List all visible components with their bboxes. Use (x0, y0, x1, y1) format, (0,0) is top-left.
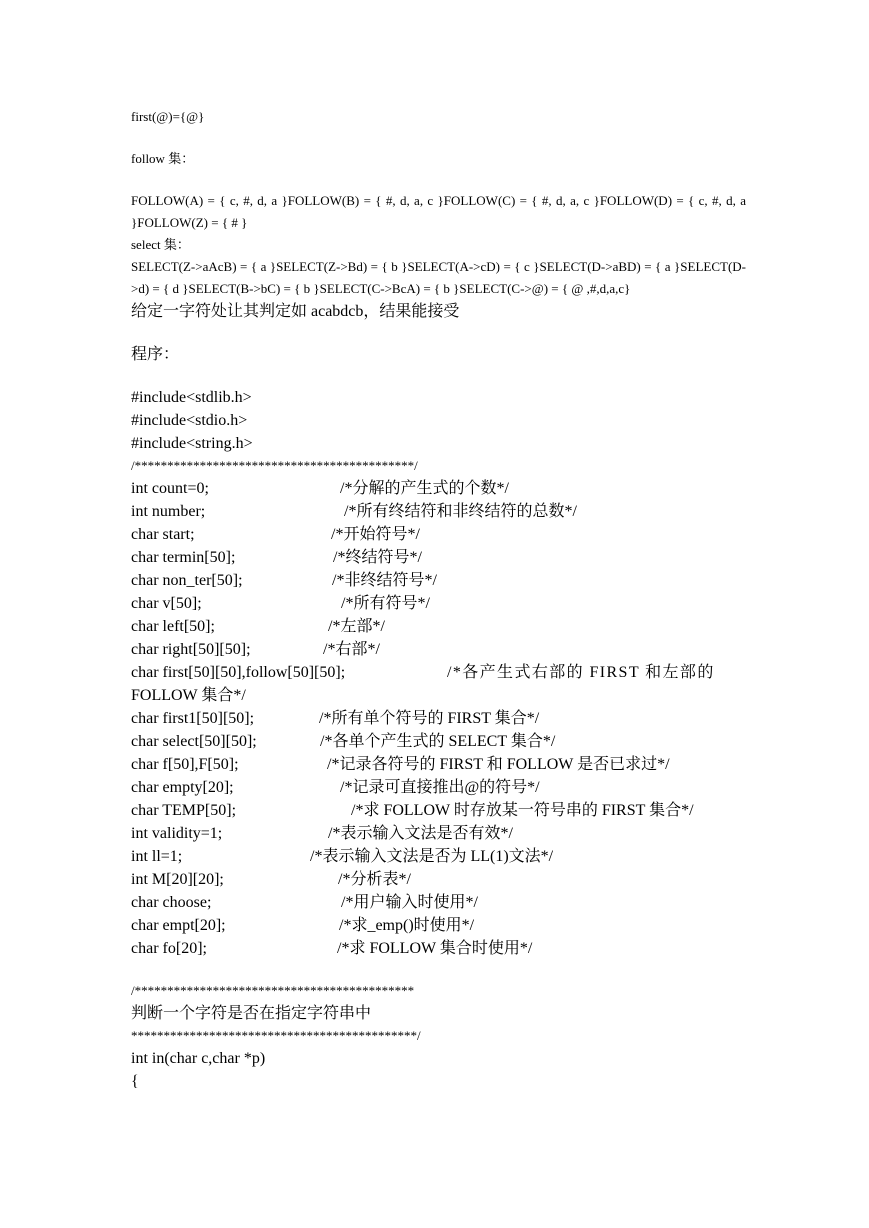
declaration-row (131, 523, 746, 546)
follow-sets: FOLLOW(A) = { c, #, d, a }FOLLOW(B) = { #, d, a, c }FOLLOW(C) = { #, d, a, c }FOLLOW(D) = { c, #, d, a }FOLLOW(Z) = { # } (131, 193, 746, 230)
declaration-row (131, 776, 746, 799)
declaration-code: char right[50][50]; (131, 641, 251, 658)
declaration-code: int M[20][20]; (131, 871, 224, 888)
declaration-comment: /*表示输入文法是否为 LL(1)文法*/ (310, 848, 554, 865)
declaration-comment: /*右部*/ (323, 641, 380, 658)
declaration-comment: /*各单个产生式的 SELECT 集合*/ (320, 733, 556, 750)
declaration-code: char first[50][50],follow[50][50]; (131, 664, 346, 681)
declaration-code: char f[50],F[50]; (131, 756, 239, 773)
declaration-comment-continuation: FOLLOW 集合*/ (131, 687, 246, 704)
given-line: 给定一字符处让其判定如 acabdcb，结果能接受 (131, 303, 460, 320)
declaration-row (131, 914, 746, 937)
declaration-comment: /*所有终结符和非终结符的总数*/ (344, 503, 577, 520)
declaration-code: int count=0; (131, 480, 209, 497)
declaration-comment: /*表示输入文法是否有效*/ (328, 825, 513, 842)
follow-heading: follow 集： (131, 151, 195, 166)
block-comment-close: ********************************************/ (131, 1028, 421, 1043)
separator-comment: /*******************************************/ (131, 458, 418, 473)
declaration-row (131, 707, 746, 730)
include-line: #include<stdio.h> (131, 412, 248, 429)
declaration-row (131, 569, 746, 592)
declaration-code: char termin[50]; (131, 549, 236, 566)
declaration-row (131, 868, 746, 891)
declaration-row (131, 845, 746, 868)
declaration-row (131, 799, 746, 822)
declaration-row (131, 500, 746, 523)
declaration-row (131, 891, 746, 914)
declaration-code: char fo[20]; (131, 940, 207, 957)
declaration-comment: /*开始符号*/ (331, 526, 420, 543)
open-brace: { (131, 1073, 139, 1090)
declaration-code: char TEMP[50]; (131, 802, 237, 819)
declaration-code: char v[50]; (131, 595, 202, 612)
declaration-code: char empt[20]; (131, 917, 226, 934)
include-line: #include<stdlib.h> (131, 389, 252, 406)
select-heading: select 集： (131, 237, 190, 252)
declaration-comment: /*所有符号*/ (341, 595, 430, 612)
declaration-comment: /*分析表*/ (338, 871, 411, 888)
declaration-code: int number; (131, 503, 206, 520)
declaration-comment: /*求_emp()时使用*/ (339, 917, 475, 934)
document-page (131, 0, 746, 1093)
declaration-code: char empty[20]; (131, 779, 234, 796)
declaration-row (131, 638, 746, 661)
declaration-code: char select[50][50]; (131, 733, 257, 750)
declaration-comment: /*左部*/ (328, 618, 385, 635)
declaration-row (131, 937, 746, 960)
declaration-row (131, 546, 746, 569)
declaration-row (131, 753, 746, 776)
declaration-comment: /*所有单个符号的 FIRST 集合*/ (319, 710, 540, 727)
declaration-code: int validity=1; (131, 825, 223, 842)
block-comment-open: /******************************************* (131, 983, 415, 998)
declaration-comment: /*非终结符号*/ (332, 572, 437, 589)
declaration-comment: /*求 FOLLOW 时存放某一符号串的 FIRST 集合*/ (351, 802, 694, 819)
declaration-comment: /*记录可直接推出@的符号*/ (340, 779, 540, 796)
declaration-comment: /*分解的产生式的个数*/ (340, 480, 509, 497)
declaration-comment: /*终结符号*/ (333, 549, 422, 566)
include-line: #include<string.h> (131, 435, 253, 452)
declaration-comment: /*各产生式右部的 FIRST 和左部的 (447, 664, 715, 681)
declaration-row (131, 822, 746, 845)
first-set-line: first(@)={@} (131, 109, 205, 124)
function-signature: int in(char c,char *p) (131, 1050, 266, 1067)
declaration-comment: /*求 FOLLOW 集合时使用*/ (337, 940, 533, 957)
select-sets: SELECT(Z->aAcB) = { a }SELECT(Z->Bd) = { b }SELECT(A->cD) = { c }SELECT(D->aBD) = { a }SELECT(D->d) = { d }SELECT(B->bC) = { b }SELECT(C->BcA) = { b }SELECT(C->@) = { @ ,#,d,a,c} (131, 259, 746, 296)
declaration-comment: /*记录各符号的 FIRST 和 FOLLOW 是否已求过*/ (327, 756, 670, 773)
declaration-code: char first1[50][50]; (131, 710, 255, 727)
declaration-code: char non_ter[50]; (131, 572, 243, 589)
declaration-row (131, 477, 746, 500)
declaration-code: int ll=1; (131, 848, 183, 865)
declaration-row-first-follow (131, 661, 746, 684)
block-comment-text: 判断一个字符是否在指定字符串中 (131, 1005, 372, 1022)
declaration-row (131, 592, 746, 615)
declaration-row (131, 730, 746, 753)
declaration-code: char choose; (131, 894, 212, 911)
declaration-comment: /*用户输入时使用*/ (341, 894, 478, 911)
declaration-code: char start; (131, 526, 195, 543)
declaration-code: char left[50]; (131, 618, 215, 635)
declaration-row (131, 615, 746, 638)
program-heading: 程序： (131, 346, 180, 363)
